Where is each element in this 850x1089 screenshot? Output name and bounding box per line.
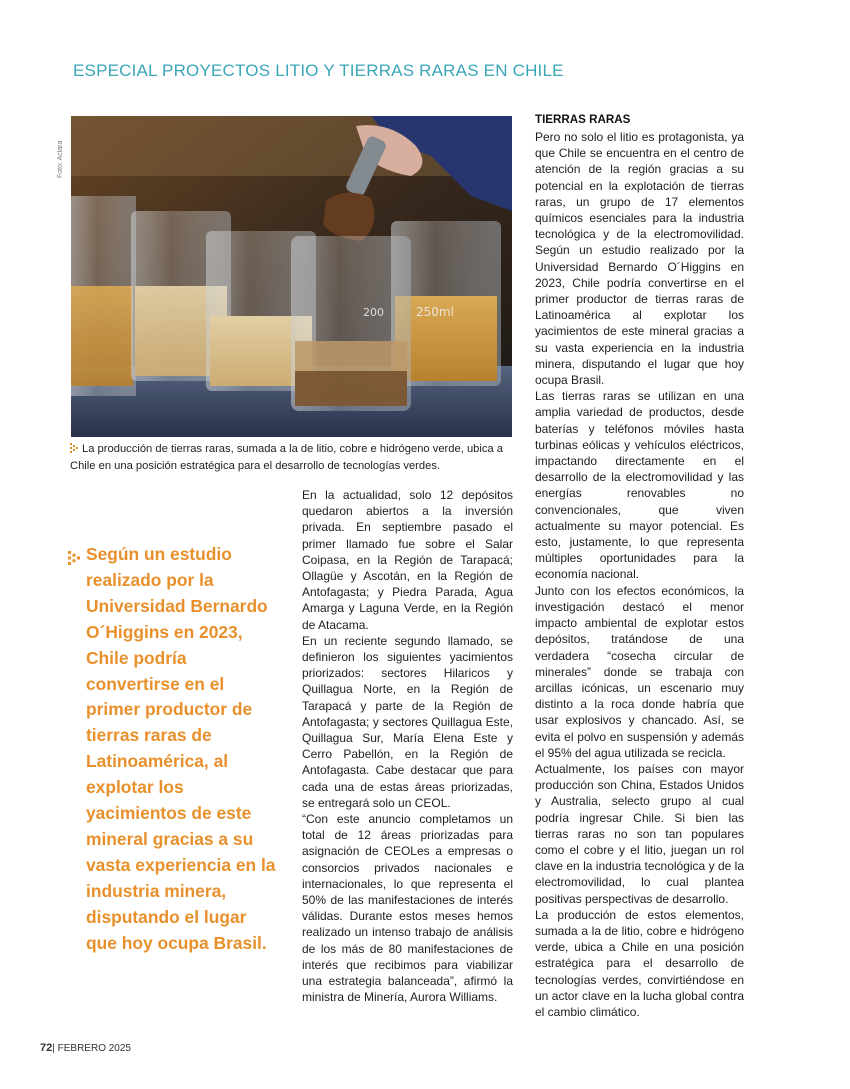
- photo-credit: Foto: Aclara: [57, 140, 64, 178]
- section-heading: TIERRAS RARAS: [535, 113, 631, 126]
- body-paragraph: La producción de estos elementos, sumada a la de litio, cobre e hidrógeno verde, ubica a Chile en una posición estratégica para el desarrollo de tecnologías verdes, convirtiéndose en un actor clave en la lucha global contra el cambio climático.: [535, 907, 744, 1019]
- svg-text:250ml: 250ml: [416, 305, 454, 319]
- pull-quote-text: Según un estudio realizado por la Universidad Bernardo O´Higgins en 2023, Chile podría convertirse en el primer productor de tierras raras de Latinoamérica, al explotar los yacimientos de este mineral gracias a su vasta experiencia en la industria minera, disputando el lugar que hoy ocupa Brasil.: [86, 544, 276, 953]
- body-paragraph: En un reciente segundo llamado, se definieron los siguientes yacimientos priorizados: sectores Hilaricos y Quillagua Norte, en la Región de Tarapacá y parte de la Región de Antofagasta; y sectores Quillagua Este, Quillagua Sur, María Elena Este y Cerro Pabellón, en la Región de Antofagasta. Cabe destacar que para cada una de estas áreas priorizadas, se entregará solo un CEOL.: [302, 633, 513, 810]
- right-column: [535, 112, 744, 1020]
- orange-bullet-icon: [70, 442, 80, 459]
- body-paragraph: “Con este anuncio completamos un total de 12 áreas priorizadas para asignación de CEOLes a empresas o consorcios privados nacionales e internacionales, lo que representa el 50% de las manifestaciones de interés válidas. Durante estos meses hemos realizado un intenso trabajo de análisis de los más de 80 manifestaciones de interés que recibimos para viabilizar una estrategia balanceada”, afirmó la ministra de Minería, Aurora Williams.: [302, 812, 513, 1005]
- lab-photo: [71, 116, 512, 437]
- lab-beakers-illustration: [71, 116, 512, 437]
- svg-text:200: 200: [363, 306, 384, 319]
- pull-quote: [68, 542, 278, 957]
- body-paragraph: En la actualidad, solo 12 depósitos quedaron abiertos a la inversión privada. En septiembre pasado el primer llamado fue sobre el Salar Coipasa, en la Región de Tarapacá; Ollagüe y Ascotán, en la Región de Antofagasta; y Piedra Parada, Agua Amarga y Laguna Verde, en la Región de Atacama.: [302, 488, 513, 632]
- body-paragraph: Las tierras raras se utilizan en una amplia variedad de productos, desde baterías y teléfonos móviles hasta turbinas eólicas y vehículos eléctricos, impactando directamente en el desarrollo de la electromovilidad y las energías renovables no convencionales, que viven actualmente su mayor potencial. Es esto, justamente, lo que representa múltiples oportunidades para la economía nacional.: [535, 389, 744, 582]
- body-paragraph: Actualmente, los países con mayor producción son China, Estados Unidos y Australia, selecto grupo al cual podría ingresar Chile. Si bien las tierras raras no son tan populares como el cobre y el litio, juegan un rol clave en la industria tecnológica y de la electromovilidad, lo cual plantea positivas perspectivas de desarrollo.: [535, 761, 744, 906]
- page-number: 72: [40, 1042, 53, 1054]
- body-paragraph: Junto con los efectos económicos, la investigación destacó el menor impacto ambiental de explotar estos depósitos, tratándose de una verdadera “cosecha circular de minerales” donde se trabaja con arcillas icónicas, un escenario muy distinto a la roca donde habría que usar explosivos y chancado. Así, se evita el polvo en suspensión y además el 95% del agua utilizada se recicla.: [535, 583, 744, 760]
- issue-date: | FEBRERO 2025: [52, 1043, 131, 1054]
- body-paragraph: Pero no solo el litio es protagonista, ya que Chile se encuentra en el centro de atención de la región gracias a su potencial en la explotación de tierras raras, un grupo de 17 elementos químicos esenciales para la industria tecnológica y de la electromovilidad. Según un estudio realizado por la Universidad Bernardo O´Higgins en 2023, Chile podría convertirse en el primer productor de tierras raras de Latinoamérica al explotar los yacimientos de este mineral gracias a su vasta experiencia en la industria minera, disputando el lugar que hoy ocupa Brasil.: [535, 130, 744, 388]
- middle-column: [302, 487, 513, 1006]
- photo-caption: [70, 442, 516, 473]
- section-title: ESPECIAL PROYECTOS LITIO Y TIERRAS RARAS EN CHILE: [73, 61, 564, 80]
- page-footer: [40, 1042, 131, 1054]
- caption-text: La producción de tierras raras, sumada a la de litio, cobre e hidrógeno verde, ubica a Chile en una posición estratégica para el desarrollo de tecnologías verdes.: [70, 443, 504, 472]
- orange-bullet-icon: [68, 548, 82, 574]
